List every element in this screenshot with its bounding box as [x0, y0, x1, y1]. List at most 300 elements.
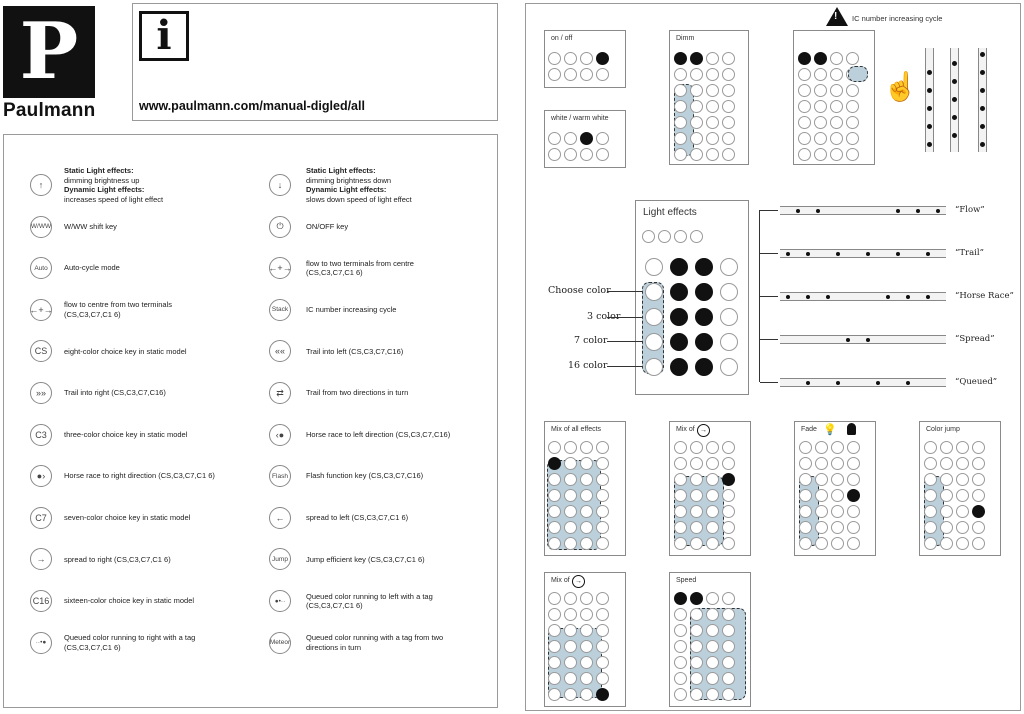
remote-button	[722, 489, 735, 502]
ic-warning-text: IC number increasing cycle	[852, 14, 943, 23]
horse-race-right-icon: ●›	[30, 465, 52, 487]
remote-button	[799, 489, 812, 502]
queued-left-icon: ●•··	[269, 590, 291, 612]
light-effects-top-button-grid	[642, 230, 703, 243]
remote-button	[846, 84, 859, 97]
legend-line: Trail into right (CS,C3,C7,C16)	[64, 388, 166, 398]
remote-button	[706, 521, 719, 534]
legend-line: Flash function key (CS,C3,C7,C16)	[306, 471, 424, 481]
effect-leader	[760, 382, 778, 383]
remote-button	[706, 592, 719, 605]
legend-description	[306, 222, 496, 232]
remote-button	[564, 592, 577, 605]
remote-button	[548, 505, 561, 518]
legend-line: seven-color choice key in static model	[64, 513, 191, 523]
remote-button	[670, 358, 688, 376]
legend-line: (CS,C3,C7,C1 6)	[306, 601, 363, 610]
remote-button	[940, 537, 953, 550]
remote-button	[706, 656, 719, 669]
remote-button	[830, 100, 843, 113]
remote-button	[815, 473, 828, 486]
remote-button	[596, 672, 609, 685]
led-dot	[836, 252, 840, 256]
remote-button	[564, 68, 577, 81]
legend-description	[306, 592, 496, 611]
remote-button	[674, 230, 687, 243]
remote-button	[645, 308, 663, 326]
legend-line: Static Light effects:	[64, 166, 134, 175]
remote-button	[548, 672, 561, 685]
remote-button	[924, 457, 937, 470]
remote-button	[722, 624, 735, 637]
remote-button	[580, 505, 593, 518]
effect-leader-vertical	[759, 210, 760, 382]
remote-button	[799, 521, 812, 534]
remote-button	[580, 521, 593, 534]
c7-icon: C7	[30, 507, 52, 529]
remote-button	[722, 441, 735, 454]
leader-3	[607, 317, 643, 318]
mix-all-title: Mix of all effects	[551, 426, 602, 433]
led-dot	[952, 115, 957, 120]
remote-button	[924, 441, 937, 454]
legend-description	[306, 259, 496, 278]
dimm-title: Dimm	[676, 35, 695, 42]
remote-button	[799, 537, 812, 550]
led-strip	[780, 292, 946, 301]
remote-button	[548, 68, 561, 81]
led-dot	[846, 338, 850, 342]
remote-button	[690, 672, 703, 685]
legend-line: Queued color running to right with a tag	[64, 633, 196, 643]
remote-button	[564, 457, 577, 470]
remote-button	[695, 308, 713, 326]
remote-button	[814, 52, 827, 65]
remote-button	[674, 84, 687, 97]
remote-button	[722, 473, 735, 486]
legend-line: (CS,C3,C7,C1 6)	[64, 642, 121, 652]
remote-button	[564, 148, 577, 161]
legend-description	[64, 222, 254, 232]
bulb-off-icon: 💡	[823, 424, 837, 436]
remote-button	[548, 457, 561, 470]
led-dot	[806, 295, 810, 299]
legend-description	[306, 305, 496, 315]
remote-button	[814, 100, 827, 113]
effect-flow-label: “Flow”	[955, 205, 985, 215]
led-strip	[780, 206, 946, 215]
speed-title: Speed	[676, 577, 697, 584]
remote-button	[674, 489, 687, 502]
remote-button	[645, 258, 663, 276]
remote-button	[706, 68, 719, 81]
legend-description	[64, 471, 254, 481]
led-dot	[916, 209, 920, 213]
remote-button	[815, 537, 828, 550]
remote-button	[596, 592, 609, 605]
remote-button	[690, 441, 703, 454]
leader-7	[607, 341, 643, 342]
remote-button	[847, 505, 860, 518]
remote-button	[690, 148, 703, 161]
remote-button	[722, 592, 735, 605]
legend-line: dimming brightness down	[306, 175, 392, 185]
remote-button	[596, 489, 609, 502]
hand-pointer-icon: ☝	[883, 71, 918, 102]
dimm-button-grid	[674, 52, 735, 161]
remote-button	[690, 624, 703, 637]
remote-button	[674, 640, 687, 653]
remote-button	[940, 489, 953, 502]
led-dot	[927, 124, 932, 129]
remote-button	[690, 457, 703, 470]
remote-button	[596, 473, 609, 486]
remote-button	[830, 132, 843, 145]
remote-button	[580, 640, 593, 653]
legend-description	[64, 633, 254, 652]
remote-button	[674, 656, 687, 669]
color-jump-title: Color jump	[926, 426, 960, 433]
remote-button	[972, 441, 985, 454]
remote-button	[548, 132, 561, 145]
effect-leader	[760, 253, 778, 254]
remote-button	[972, 473, 985, 486]
remote-button	[722, 100, 735, 113]
remote-button	[831, 537, 844, 550]
remote-button	[580, 148, 593, 161]
remote-button	[690, 640, 703, 653]
remote-button	[830, 148, 843, 161]
led-dot	[980, 88, 985, 93]
remote-button	[596, 52, 609, 65]
ic-led-strip	[925, 48, 934, 152]
legend-line: increases speed of light effect	[64, 194, 164, 204]
remote-button	[548, 148, 561, 161]
fade-button-grid	[799, 441, 860, 550]
remote-button	[695, 333, 713, 351]
remote-button	[580, 68, 593, 81]
remote-button	[596, 624, 609, 637]
remote-button	[690, 608, 703, 621]
effect-leader	[760, 296, 778, 297]
remote-button	[830, 116, 843, 129]
led-dot	[980, 52, 985, 57]
remote-button	[580, 457, 593, 470]
remote-button	[690, 84, 703, 97]
led-dot	[980, 142, 985, 147]
remote-button	[956, 473, 969, 486]
sixteen-color-label: 16 color	[568, 360, 608, 371]
remote-button	[706, 100, 719, 113]
led-dot	[886, 295, 890, 299]
remote-button	[798, 100, 811, 113]
led-dot	[980, 106, 985, 111]
legend-description	[64, 263, 254, 273]
jump-icon: Jump	[269, 548, 291, 570]
remote-button	[706, 672, 719, 685]
remote-button	[580, 52, 593, 65]
remote-button	[548, 441, 561, 454]
legend-line: Queued color running with a tag from two	[306, 633, 444, 643]
remote-button	[722, 537, 735, 550]
remote-button	[720, 258, 738, 276]
remote-button	[706, 441, 719, 454]
info-icon: i	[139, 11, 189, 61]
remote-button	[548, 592, 561, 605]
led-dot	[796, 209, 800, 213]
manual-url[interactable]: www.paulmann.com/manual-digled/all	[139, 99, 365, 113]
remote-button	[798, 84, 811, 97]
remote-button	[847, 457, 860, 470]
ic-led-strip	[978, 48, 987, 152]
remote-button	[706, 640, 719, 653]
remote-button	[722, 688, 735, 701]
legend-description	[306, 388, 496, 398]
legend-line: directions in turn	[306, 642, 362, 652]
remote-button	[706, 457, 719, 470]
remote-button	[814, 132, 827, 145]
mix-all-button-grid	[548, 441, 609, 550]
remote-button	[690, 592, 703, 605]
remote-button	[814, 84, 827, 97]
remote-button	[956, 505, 969, 518]
remote-button	[548, 489, 561, 502]
remote-button	[548, 640, 561, 653]
remote-button	[924, 489, 937, 502]
remote-button	[674, 672, 687, 685]
legend-description	[64, 596, 254, 606]
remote-button	[706, 116, 719, 129]
spread-left-icon: ←	[269, 507, 291, 529]
remote-button	[580, 624, 593, 637]
remote-button	[956, 521, 969, 534]
remote-button	[706, 148, 719, 161]
three-color-label: 3 color	[587, 311, 621, 322]
color-jump-button-grid	[924, 441, 985, 550]
remote-button	[642, 230, 655, 243]
remote-button	[831, 505, 844, 518]
remote-button	[815, 441, 828, 454]
legend-line: flow to centre from two terminals	[64, 300, 172, 310]
remote-button	[596, 68, 609, 81]
led-dot	[927, 106, 932, 111]
flow-arrow-icon: →	[697, 424, 710, 437]
remote-button	[580, 688, 593, 701]
trail-two-directions-icon: ⇄	[269, 382, 291, 404]
remote-button	[722, 505, 735, 518]
legend-line: sixteen-color choice key in static model	[64, 596, 195, 606]
remote-button	[798, 116, 811, 129]
remote-button	[706, 52, 719, 65]
power-icon: ⏻	[269, 216, 291, 238]
remote-button	[548, 473, 561, 486]
remote-button	[722, 521, 735, 534]
remote-button	[706, 537, 719, 550]
legend-line: Queued color running to left with a tag	[306, 591, 433, 601]
remote-button	[695, 258, 713, 276]
legend-line: three-color choice key in static model	[64, 429, 188, 439]
remote-button	[722, 457, 735, 470]
remote-button	[564, 52, 577, 65]
effect-horse-race-label: “Horse Race”	[955, 291, 1014, 301]
remote-button	[799, 505, 812, 518]
effect-spread-label: “Spread”	[955, 334, 995, 344]
remote-button	[815, 457, 828, 470]
remote-button	[940, 505, 953, 518]
remote-button	[830, 52, 843, 65]
remote-button	[690, 521, 703, 534]
remote-button	[564, 672, 577, 685]
remote-button	[924, 505, 937, 518]
remote-button	[645, 333, 663, 351]
trail-right-icon: »»	[30, 382, 52, 404]
led-dot	[927, 88, 932, 93]
remote-button	[690, 100, 703, 113]
remote-button	[831, 489, 844, 502]
remote-button	[972, 505, 985, 518]
remote-button	[690, 52, 703, 65]
led-dot	[927, 142, 932, 147]
queued-arrow-icon: →	[572, 575, 585, 588]
remote-button	[670, 333, 688, 351]
led-dot	[806, 252, 810, 256]
remote-button	[706, 608, 719, 621]
remote-button	[846, 132, 859, 145]
led-dot	[906, 381, 910, 385]
remote-button	[706, 688, 719, 701]
remote-button	[830, 68, 843, 81]
queued-right-icon: ··•●	[30, 632, 52, 654]
remote-button	[690, 230, 703, 243]
legend-line: Dynamic Light effects:	[306, 185, 387, 194]
remote-button	[670, 258, 688, 276]
remote-button	[815, 505, 828, 518]
remote-button	[596, 537, 609, 550]
legend-line: Static Light effects:	[306, 166, 376, 175]
remote-button	[596, 656, 609, 669]
remote-button	[720, 333, 738, 351]
remote-button	[972, 489, 985, 502]
mix-of-title-1: Mix of	[676, 426, 695, 433]
remote-button	[846, 52, 859, 65]
white-warm-title: white / warm white	[551, 115, 609, 122]
down-arrow-icon: ↓	[269, 174, 291, 196]
remote-button	[706, 473, 719, 486]
legend-description	[64, 513, 254, 523]
remote-button	[722, 608, 735, 621]
remote-button	[799, 441, 812, 454]
legend-line: flow to two terminals from centre	[306, 258, 414, 268]
remote-button	[972, 521, 985, 534]
remote-button	[798, 52, 811, 65]
remote-button	[548, 624, 561, 637]
remote-button	[690, 116, 703, 129]
remote-button	[722, 132, 735, 145]
remote-button	[814, 116, 827, 129]
remote-button	[690, 489, 703, 502]
up-arrow-icon: ↑	[30, 174, 52, 196]
remote-button	[690, 132, 703, 145]
fade-title: Fade	[801, 426, 817, 433]
flow-to-terminals-icon: ←+→	[269, 257, 291, 279]
stack-icon: Stack	[269, 299, 291, 321]
legend-line: Jump efficient key (CS,C3,C7,C1 6)	[306, 554, 425, 564]
legend-line: W/WW shift key	[64, 221, 117, 231]
remote-button	[580, 656, 593, 669]
remote-button	[814, 68, 827, 81]
remote-button	[580, 537, 593, 550]
paulmann-logo	[3, 6, 95, 98]
remote-button	[674, 473, 687, 486]
remote-button	[645, 358, 663, 376]
legend-line: Trail from two directions in turn	[306, 388, 409, 398]
remote-button	[847, 441, 860, 454]
remote-button	[674, 116, 687, 129]
light-effects-button-grid	[645, 258, 738, 376]
remote-button	[596, 640, 609, 653]
remote-button	[972, 537, 985, 550]
remote-button	[940, 457, 953, 470]
remote-button	[695, 358, 713, 376]
remote-button	[798, 148, 811, 161]
led-dot	[980, 124, 985, 129]
remote-button	[564, 441, 577, 454]
legend-line: spread to left (CS,C3,C7,C1 6)	[306, 513, 409, 523]
led-dot	[952, 133, 957, 138]
remote-button	[674, 457, 687, 470]
remote-button	[690, 656, 703, 669]
led-dot	[896, 252, 900, 256]
remote-button	[956, 537, 969, 550]
remote-button	[674, 537, 687, 550]
remote-button	[956, 489, 969, 502]
remote-button	[831, 441, 844, 454]
led-dot	[926, 295, 930, 299]
led-dot	[906, 295, 910, 299]
effect-trail-label: “Trail”	[955, 248, 984, 258]
ic-led-strip	[950, 48, 959, 152]
c16-icon: C16	[30, 590, 52, 612]
remote-button	[596, 608, 609, 621]
remote-button	[722, 672, 735, 685]
remote-button	[799, 457, 812, 470]
brand-name: Paulmann	[3, 100, 96, 121]
on-off-button-grid	[548, 52, 609, 81]
remote-button	[846, 148, 859, 161]
remote-button	[596, 132, 609, 145]
legend-line: spread to right (CS,C3,C7,C1 6)	[64, 554, 171, 564]
led-dot	[927, 70, 932, 75]
trail-left-icon: ««	[269, 340, 291, 362]
leader-16	[607, 366, 643, 367]
logo-letter: P	[19, 6, 79, 97]
remote-button	[831, 473, 844, 486]
flash-icon: Flash	[269, 465, 291, 487]
legend-line: dimming brightness up	[64, 175, 140, 185]
remote-button	[706, 505, 719, 518]
remote-button	[658, 230, 671, 243]
legend-line: Auto-cycle mode	[64, 263, 120, 273]
remote-button	[924, 521, 937, 534]
remote-button	[720, 358, 738, 376]
remote-button	[847, 473, 860, 486]
led-strip	[780, 378, 946, 387]
remote-button	[564, 608, 577, 621]
remote-button	[596, 521, 609, 534]
remote-button	[674, 608, 687, 621]
led-dot	[952, 61, 957, 66]
remote-button	[674, 688, 687, 701]
